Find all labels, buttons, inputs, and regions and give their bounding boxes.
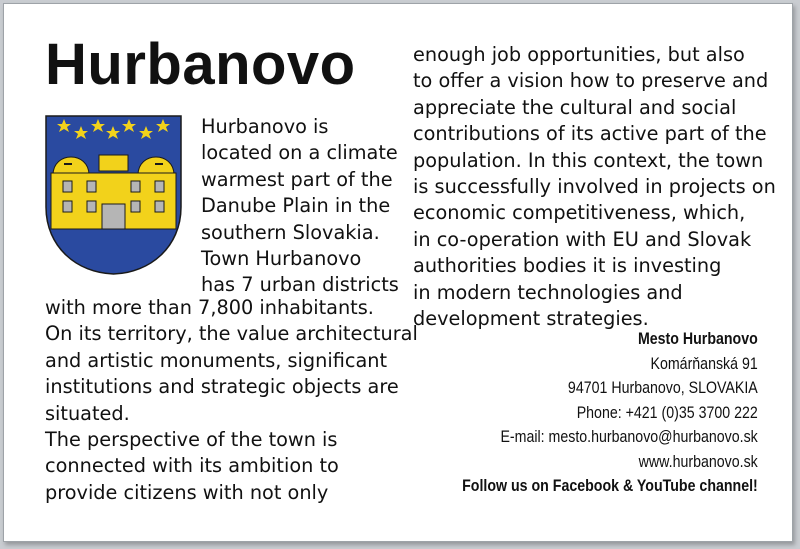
text-line: situated. xyxy=(45,401,130,425)
text-line: in modern technologies and xyxy=(413,280,683,304)
coat-of-arms xyxy=(45,115,182,275)
contact-name: Mesto Hurbanovo xyxy=(638,330,758,348)
page-title: Hurbanovo xyxy=(45,32,356,97)
text-line: economic competitiveness, which, xyxy=(413,201,746,225)
text-line: connected with its ambition to xyxy=(45,454,339,478)
contact-website: www.hurbanovo.sk xyxy=(638,452,758,471)
text-line: has 7 urban districts xyxy=(201,273,399,297)
text-line: with more than 7,800 inhabitants. xyxy=(45,296,374,319)
text-line: authorities bodies it is investing xyxy=(413,254,722,278)
text-line: provide citizens with not only xyxy=(45,480,329,504)
text-line: to offer a vision how to preserve and xyxy=(413,69,769,93)
text-line: The perspective of the town is xyxy=(45,428,338,452)
text-line: Danube Plain in the xyxy=(201,194,391,218)
text-line: is successfully involved in projects on xyxy=(413,175,776,199)
text-line: located on a climate xyxy=(201,141,398,165)
text-line: warmest part of the xyxy=(201,167,393,191)
text-line: southern Slovakia. xyxy=(201,220,380,244)
contact-street: Komárňanská 91 xyxy=(650,354,758,373)
text-line: On its territory, the value architectural xyxy=(45,322,418,346)
text-line: Town Hurbanovo xyxy=(201,247,362,271)
text-line: enough job opportunities, but also xyxy=(413,43,745,66)
contact-phone: Phone: +421 (0)35 3700 222 xyxy=(576,403,758,422)
body-text-left xyxy=(45,295,418,506)
contact-block xyxy=(462,327,758,499)
contact-email: E-mail: mesto.hurbanovo@hurbanovo.sk xyxy=(500,428,758,446)
text-line: and artistic monuments, significant xyxy=(45,348,388,372)
text-line: Hurbanovo is xyxy=(201,115,329,138)
body-text-right xyxy=(413,42,776,332)
social-note: Follow us on Facebook & YouTube channel! xyxy=(462,477,758,495)
intro-paragraph xyxy=(201,114,399,299)
text-line: in co-operation with EU and Slovak xyxy=(413,227,752,251)
text-line: development strategies. xyxy=(413,307,649,331)
text-line: appreciate the cultural and social xyxy=(413,95,737,119)
text-line: contributions of its active part of the xyxy=(413,122,767,146)
text-line: population. In this context, the town xyxy=(413,148,764,172)
text-line: institutions and strategic objects are xyxy=(45,375,399,399)
contact-city: 94701 Hurbanovo, SLOVAKIA xyxy=(568,379,758,397)
